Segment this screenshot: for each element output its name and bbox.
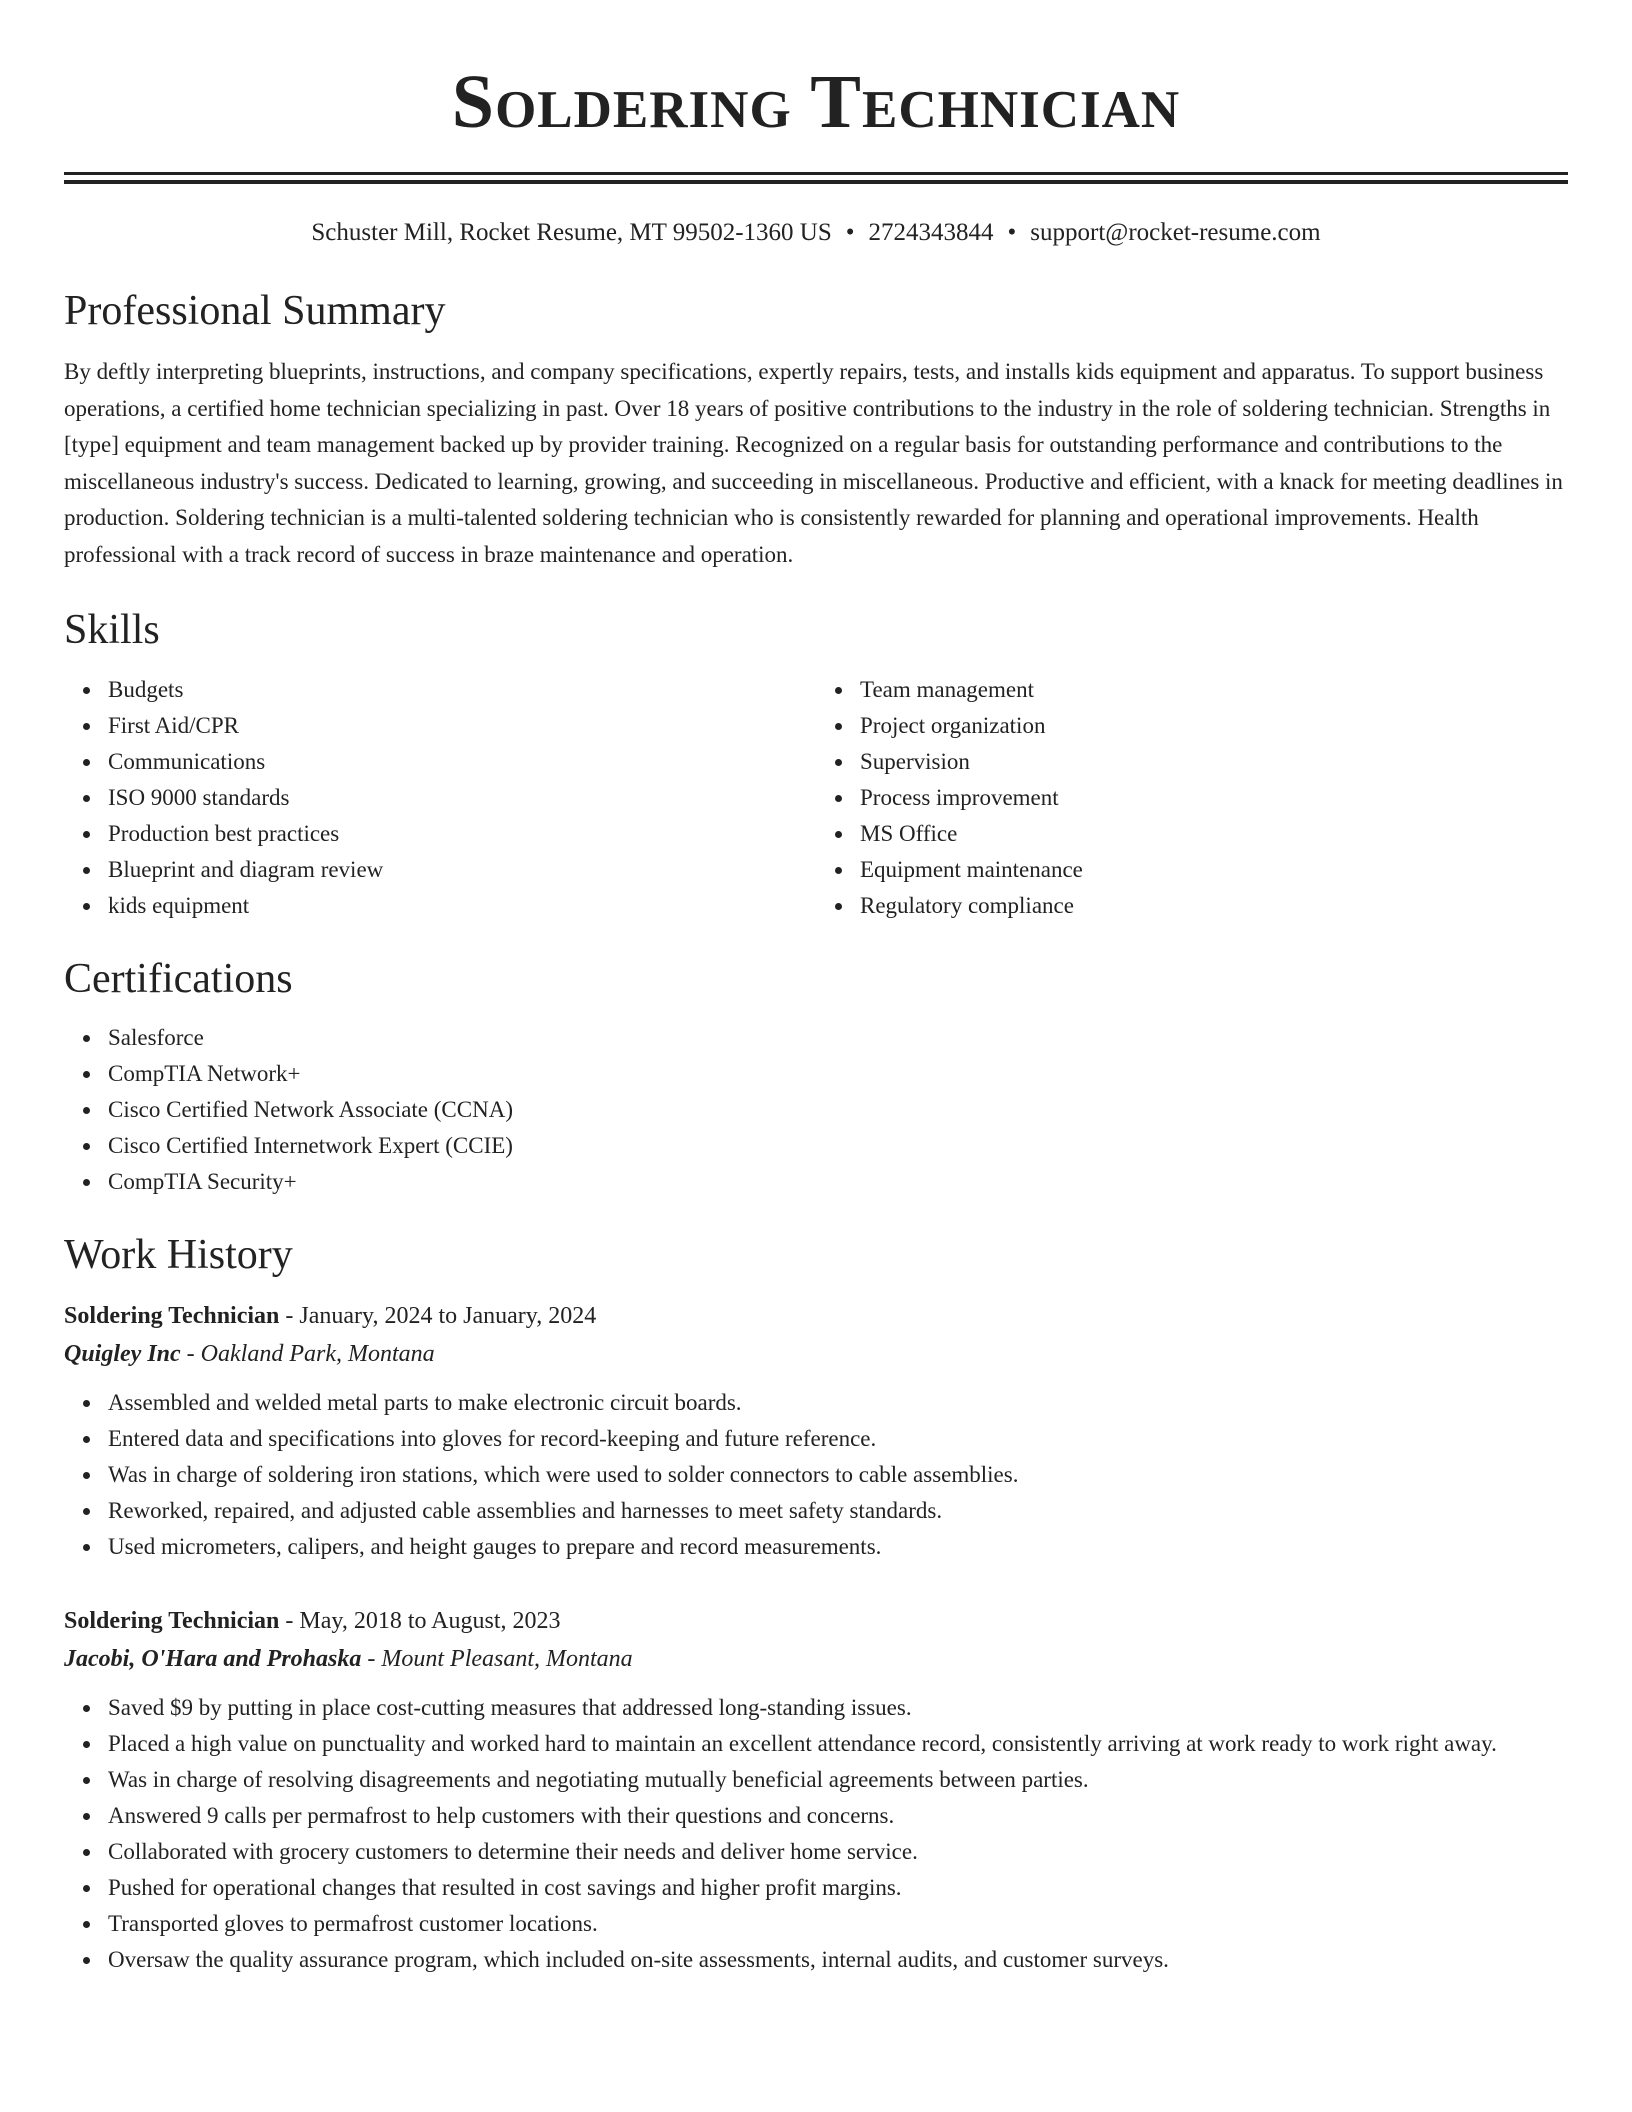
work-history-heading: Work History bbox=[64, 1232, 293, 1279]
job-duty: Collaborated with grocery customers to determine their needs and deliver home service. bbox=[108, 1834, 1568, 1870]
job-duty: Assembled and welded metal parts to make electronic circuit boards. bbox=[108, 1385, 1568, 1421]
job-role: Soldering Technician bbox=[64, 1607, 280, 1634]
certifications-list bbox=[64, 1020, 1568, 1200]
job-duties-list bbox=[64, 1385, 1568, 1565]
skill-item: Communications bbox=[108, 744, 816, 780]
job-duty: Used micrometers, calipers, and height gauges to prepare and record measurements. bbox=[108, 1529, 1568, 1565]
job-company: Quigley Inc bbox=[64, 1340, 181, 1367]
skill-item: MS Office bbox=[860, 816, 1568, 852]
summary-heading: Professional Summary bbox=[64, 288, 446, 334]
certification-item: Salesforce bbox=[108, 1020, 1568, 1056]
contact-separator: • bbox=[1007, 219, 1017, 246]
job-header bbox=[64, 1602, 1568, 1640]
skill-item: Team management bbox=[860, 672, 1568, 708]
contact-line bbox=[64, 218, 1568, 248]
job-duty: Entered data and specifications into gloves for record-keeping and future reference. bbox=[108, 1421, 1568, 1457]
skill-item: Blueprint and diagram review bbox=[108, 852, 816, 888]
job-role: Soldering Technician bbox=[64, 1302, 280, 1329]
skills-list-right bbox=[816, 672, 1568, 924]
header-divider bbox=[64, 172, 1568, 184]
job-duty: Saved $9 by putting in place cost-cutting measures that addressed long-standing issues. bbox=[108, 1690, 1568, 1726]
skill-item: First Aid/CPR bbox=[108, 708, 816, 744]
summary-text: By deftly interpreting blueprints, instructions, and company specifications, expertly repairs, tests, and installs kids equipment and apparatus. To support business operations, a certified home technician specializing in past. Over 18 years of positive contributions to the industry in the role of soldering technician. Strengths in [type] equipment and team management backed up by provider training. Recognized on a regular basis for outstanding performance and contributions to the miscellaneous industry's success. Dedicated to learning, growing, and succeeding in miscellaneous. Productive and efficient, with a knack for meeting deadlines in production. Soldering technician is a multi-talented soldering technician who is consistently rewarded for planning and operational improvements. Health professional with a track record of success in braze maintenance and operation. bbox=[64, 359, 1563, 567]
certification-item: CompTIA Network+ bbox=[108, 1056, 1568, 1092]
resume-name: Soldering Technician bbox=[451, 60, 1181, 144]
contact-phone: 2724343844 bbox=[868, 219, 994, 246]
skill-item: Process improvement bbox=[860, 780, 1568, 816]
job-duty: Pushed for operational changes that resulted in cost savings and higher profit margins. bbox=[108, 1870, 1568, 1906]
skill-item: Supervision bbox=[860, 744, 1568, 780]
certification-item: Cisco Certified Internetwork Expert (CCIE) bbox=[108, 1128, 1568, 1164]
skill-item: Project organization bbox=[860, 708, 1568, 744]
certification-item: CompTIA Security+ bbox=[108, 1164, 1568, 1200]
job-duty: Answered 9 calls per permafrost to help customers with their questions and concerns. bbox=[108, 1798, 1568, 1834]
job-header bbox=[64, 1297, 1568, 1335]
job-duty: Was in charge of soldering iron stations, which were used to solder connectors to cable assemblies. bbox=[108, 1457, 1568, 1493]
skills-columns bbox=[64, 672, 1568, 924]
skill-item: kids equipment bbox=[108, 888, 816, 924]
certifications-heading: Certifications bbox=[64, 955, 293, 1002]
contact-email: support@rocket-resume.com bbox=[1030, 219, 1321, 246]
skill-item: Regulatory compliance bbox=[860, 888, 1568, 924]
job-duty: Reworked, repaired, and adjusted cable assemblies and harnesses to meet safety standards. bbox=[108, 1493, 1568, 1529]
skill-item: ISO 9000 standards bbox=[108, 780, 816, 816]
job-duty: Oversaw the quality assurance program, which included on-site assessments, internal audits, and customer surveys. bbox=[108, 1942, 1568, 1978]
job-dates: - January, 2024 to January, 2024 bbox=[279, 1302, 597, 1329]
job-duty: Transported gloves to permafrost customer locations. bbox=[108, 1906, 1568, 1942]
job-location: - Mount Pleasant, Montana bbox=[361, 1645, 633, 1672]
certification-item: Cisco Certified Network Associate (CCNA) bbox=[108, 1092, 1568, 1128]
job-employer bbox=[64, 1335, 1568, 1373]
job-duty: Was in charge of resolving disagreements and negotiating mutually beneficial agreements between parties. bbox=[108, 1762, 1568, 1798]
skills-heading: Skills bbox=[64, 607, 160, 654]
job-duties-list bbox=[64, 1690, 1568, 1978]
job-location: - Oakland Park, Montana bbox=[180, 1340, 435, 1367]
job-duty: Placed a high value on punctuality and worked hard to maintain an excellent attendance record, consistently arriving at work ready to work right away. bbox=[108, 1726, 1568, 1762]
skill-item: Production best practices bbox=[108, 816, 816, 852]
job-employer bbox=[64, 1640, 1568, 1678]
contact-address: Schuster Mill, Rocket Resume, MT 99502-1360 US bbox=[311, 219, 832, 246]
contact-separator: • bbox=[845, 219, 855, 246]
job-entry bbox=[64, 1297, 1568, 1565]
skill-item: Budgets bbox=[108, 672, 816, 708]
job-entry bbox=[64, 1602, 1568, 1978]
job-dates: - May, 2018 to August, 2023 bbox=[279, 1607, 561, 1634]
skill-item: Equipment maintenance bbox=[860, 852, 1568, 888]
skills-list-left bbox=[64, 672, 816, 924]
job-company: Jacobi, O'Hara and Prohaska bbox=[64, 1645, 362, 1672]
